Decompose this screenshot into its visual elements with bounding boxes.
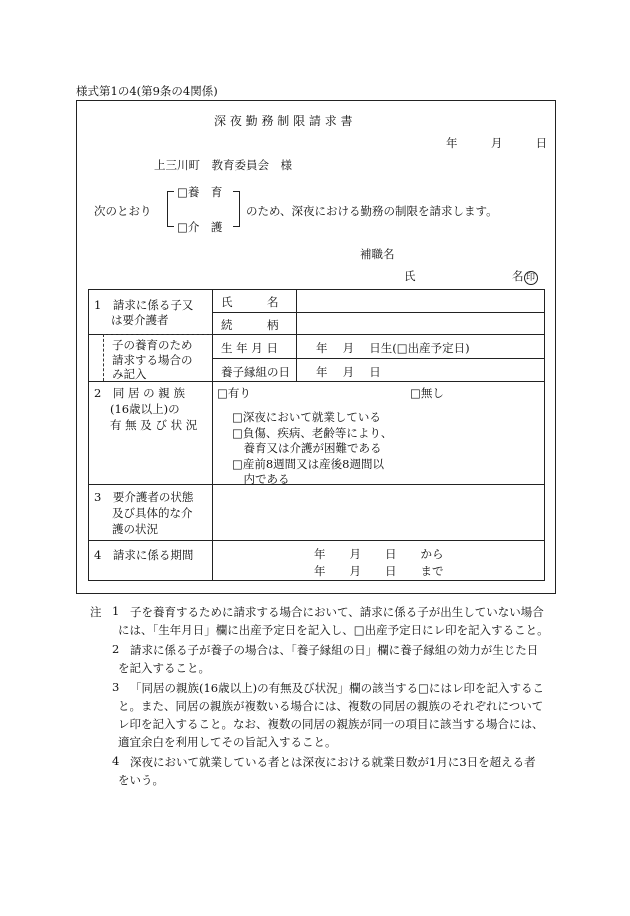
- date-day-label: 日: [535, 136, 548, 150]
- sub-block-dash-left: [103, 334, 104, 381]
- row4-header: 4 請求に係る期間: [94, 548, 194, 562]
- note-2-number: 2: [112, 642, 120, 656]
- relatives-option-2[interactable]: □負傷、疾病、老齢等により、: [232, 426, 393, 440]
- name-field-label: 氏 名: [221, 295, 279, 309]
- name-label2: 名: [512, 269, 524, 283]
- notes-head: 注: [90, 605, 102, 619]
- period-to[interactable]: [314, 563, 444, 579]
- period-from-month: 月: [349, 547, 361, 561]
- period-to-day: 日: [385, 564, 397, 578]
- right-bracket: [233, 191, 240, 227]
- sub-block-dash-top: [103, 334, 212, 335]
- sub-header-line1: 子の養育のため: [112, 338, 193, 352]
- request-suffix: のため、深夜における勤務の制限を請求します。: [246, 204, 498, 218]
- option-nursing[interactable]: □介 護: [177, 220, 223, 234]
- relatives-no-checkbox[interactable]: □無し: [410, 386, 444, 400]
- note-3-number: 3: [112, 680, 120, 694]
- row3-top-line: [88, 484, 545, 485]
- row3-header-line3: 護の状況: [112, 522, 158, 536]
- birth-row-line: [212, 358, 545, 359]
- row3-header-line2: 及び具体的な介: [112, 506, 193, 520]
- note-4-number: 4: [112, 754, 120, 768]
- row3-header-line1: 3 要介護者の状態: [94, 490, 194, 504]
- birth-field-label: 生 年 月 日: [221, 341, 278, 355]
- note-2-line1: 請求に係る子が養子の場合は、「養子縁組の日」欄に養子縁組の効力が生じた日: [130, 643, 539, 657]
- adoption-field-label: 養子縁組の日: [221, 365, 290, 379]
- date-month-label: 月: [490, 136, 503, 150]
- option-care[interactable]: □養 育: [177, 185, 223, 199]
- label-column-line: [212, 289, 213, 581]
- relatives-option-3-cont: 内である: [232, 472, 290, 486]
- row4-top-line: [88, 540, 545, 541]
- note-3-line2: と。また、同居の親族が複数いる場合には、複数の同居の親族のそれぞれについて: [118, 699, 544, 713]
- row2-header-line2: (16歳以上)の: [110, 402, 180, 416]
- date-line: [446, 135, 547, 151]
- relatives-yes-checkbox[interactable]: □有り: [217, 386, 251, 400]
- addressee: 上三川町 教育委員会 様: [154, 158, 292, 172]
- birth-field-value[interactable]: 年 月 日生(□出産予定日): [316, 341, 470, 355]
- row2-header-line1: 2 同 居 の 親 族: [94, 386, 185, 400]
- name-row-line: [212, 312, 545, 313]
- note-3-line4: 適宜余白を利用してその旨記入すること。: [118, 735, 337, 749]
- row1-header-line1: 1 請求に係る子又: [94, 298, 194, 312]
- row2-top-line: [88, 381, 545, 382]
- position-label: 補職名: [360, 247, 395, 261]
- period-from-year: 年: [314, 547, 326, 561]
- period-to-suffix: まで: [420, 564, 444, 578]
- period-from-suffix: から: [420, 547, 444, 561]
- care-status-field[interactable]: [216, 488, 542, 538]
- value-column-line: [296, 289, 297, 335]
- name-label-end: [512, 268, 538, 285]
- note-3-line1: 「同居の親族(16歳以上)の有無及び状況」欄の該当する□にはレ印を記入するこ: [130, 681, 544, 695]
- left-bracket: [167, 191, 174, 227]
- request-prefix: 次のとおり: [94, 204, 152, 218]
- row1-header-line2: は要介護者: [111, 313, 169, 327]
- form-label: 様式第1の4(第9条の4関係): [76, 84, 218, 98]
- note-1-line2: には、「生年月日」欄に出産予定日を記入し、□出産予定日にレ印を記入すること。: [118, 623, 549, 637]
- relatives-option-2-cont: 養育又は介護が困難である: [232, 441, 382, 455]
- note-4-line1: 深夜において就業している者とは深夜における就業日数が1月に3日を超える者: [130, 755, 536, 769]
- relatives-option-1[interactable]: □深夜において就業している: [232, 410, 381, 424]
- note-4-line2: をいう。: [118, 773, 164, 787]
- row2-header-line3: 有 無 及 び 状 況: [110, 418, 198, 432]
- seal-icon: 印: [524, 271, 538, 285]
- period-from-day: 日: [385, 547, 397, 561]
- relation-field[interactable]: [300, 315, 542, 333]
- note-2-line2: を記入すること。: [118, 661, 210, 675]
- relatives-option-3[interactable]: □産前8週間又は産後8週間以: [232, 457, 384, 471]
- form-title: 深 夜 勤 務 制 限 請 求 書: [214, 114, 353, 128]
- note-1-number: 1: [112, 604, 120, 618]
- name-label: 氏: [404, 269, 416, 283]
- sub-header-line3: み記入: [112, 367, 147, 381]
- period-to-year: 年: [314, 564, 326, 578]
- note-1-line1: 子を養育するために請求する場合において、請求に係る子が出生していない場合: [130, 605, 544, 619]
- period-to-month: 月: [349, 564, 361, 578]
- name-field[interactable]: [300, 292, 542, 310]
- period-from[interactable]: [314, 546, 444, 562]
- date-year-label: 年: [446, 136, 458, 150]
- note-3-line3: レ印を記入すること。なお、複数の同居の親族が同一の項目に該当する場合には、: [118, 717, 544, 731]
- sub-header-line2: 請求する場合の: [112, 353, 193, 367]
- value-column-line-2: [296, 334, 297, 381]
- adoption-field-value[interactable]: 年 月 日: [316, 365, 381, 379]
- relation-field-label: 続 柄: [221, 318, 279, 332]
